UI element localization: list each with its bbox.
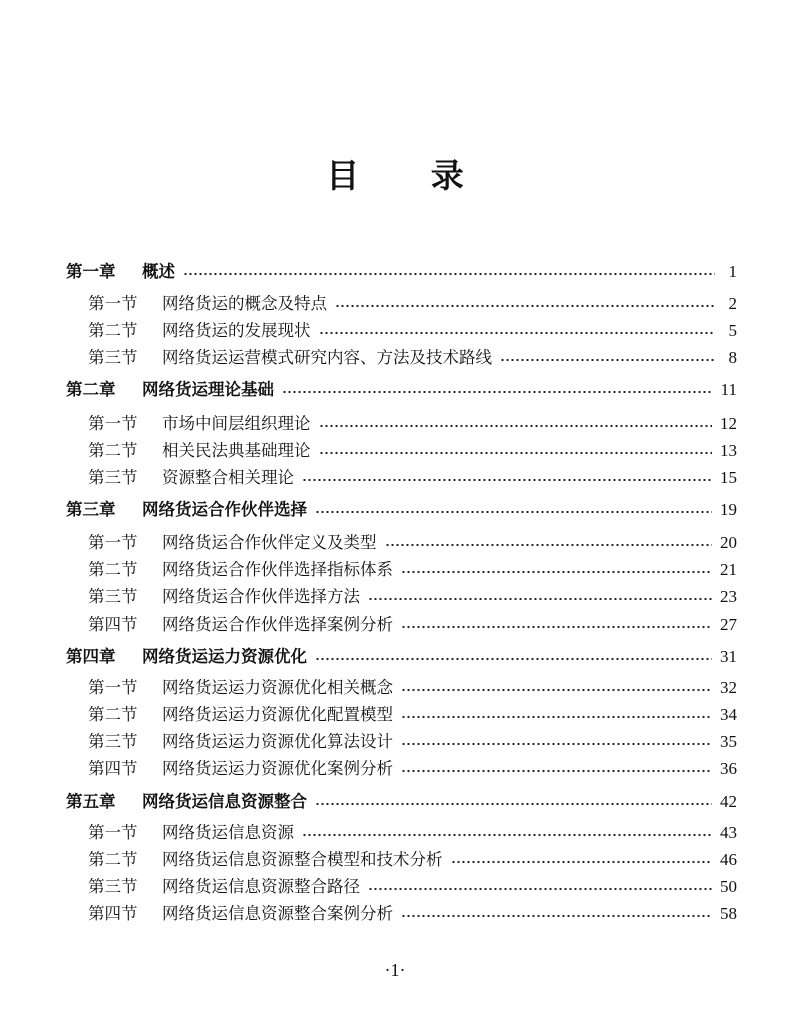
dot-leader xyxy=(302,478,712,482)
entry-number: 第四节 xyxy=(88,759,138,778)
entry-title: 网络货运运营模式研究内容、方法及技术路线 xyxy=(162,348,492,367)
entry-number: 第一章 xyxy=(66,262,116,281)
entry-number: 第三节 xyxy=(88,348,138,367)
toc-section-entry[interactable] xyxy=(88,848,737,872)
dot-leader xyxy=(183,272,715,276)
entry-number: 第一节 xyxy=(88,414,138,433)
entry-page: 2 xyxy=(728,294,737,313)
entry-number: 第三节 xyxy=(88,468,138,487)
entry-number: 第三节 xyxy=(88,587,138,606)
entry-page: 13 xyxy=(720,441,737,460)
entry-number: 第二节 xyxy=(88,560,138,579)
entry-page: 43 xyxy=(720,823,737,842)
entry-page: 27 xyxy=(720,615,737,634)
dot-leader xyxy=(319,331,716,335)
entry-title: 网络货运运力资源优化相关概念 xyxy=(162,678,393,697)
entry-number: 第二节 xyxy=(88,441,138,460)
toc-section-entry[interactable] xyxy=(88,292,737,316)
dot-leader xyxy=(401,769,712,773)
entry-title: 网络货运运力资源优化算法设计 xyxy=(162,732,393,751)
toc-section-entry[interactable] xyxy=(88,676,737,700)
entry-page: 11 xyxy=(720,380,737,399)
entry-page: 20 xyxy=(720,533,737,552)
dot-leader xyxy=(401,914,712,918)
entry-title: 网络货运合作伙伴选择案例分析 xyxy=(162,615,393,634)
toc-section-entry[interactable] xyxy=(88,412,737,436)
page-title: 目 录 xyxy=(326,156,494,195)
toc-section-entry[interactable] xyxy=(88,558,737,582)
dot-leader xyxy=(282,390,713,394)
entry-number: 第三节 xyxy=(88,732,138,751)
dot-leader xyxy=(401,688,712,692)
entry-number: 第四节 xyxy=(88,615,138,634)
entry-title: 网络货运的概念及特点 xyxy=(162,294,327,313)
entry-page: 46 xyxy=(720,850,737,869)
toc-section-entry[interactable] xyxy=(88,703,737,727)
dot-leader xyxy=(319,451,713,455)
entry-page: 23 xyxy=(720,587,737,606)
dot-leader xyxy=(385,543,713,547)
dot-leader xyxy=(319,424,713,428)
entry-title: 网络货运信息资源整合案例分析 xyxy=(162,904,393,923)
entry-title: 网络货运运力资源优化案例分析 xyxy=(162,759,393,778)
entry-page: 19 xyxy=(720,500,737,519)
dot-leader xyxy=(315,802,712,806)
entry-number: 第二节 xyxy=(88,705,138,724)
entry-number: 第二节 xyxy=(88,321,138,340)
dot-leader xyxy=(401,742,712,746)
toc-section-entry[interactable] xyxy=(88,466,737,490)
dot-leader xyxy=(451,860,713,864)
dot-leader xyxy=(401,625,712,629)
entry-page: 21 xyxy=(720,560,737,579)
entry-title: 网络货运信息资源 xyxy=(162,823,294,842)
entry-page: 31 xyxy=(720,647,737,666)
entry-page: 34 xyxy=(720,705,737,724)
toc-chapter-entry[interactable] xyxy=(66,378,737,402)
entry-number: 第五章 xyxy=(66,792,116,811)
entry-page: 1 xyxy=(728,262,737,281)
entry-number: 第一节 xyxy=(88,533,138,552)
entry-page: 58 xyxy=(720,904,737,923)
page-number: ·1· xyxy=(384,960,406,980)
entry-page: 5 xyxy=(728,321,737,340)
entry-page: 35 xyxy=(720,732,737,751)
toc-section-entry[interactable] xyxy=(88,875,737,899)
entry-title: 网络货运信息资源整合路径 xyxy=(162,877,360,896)
toc-section-entry[interactable] xyxy=(88,821,737,845)
entry-number: 第四章 xyxy=(66,647,116,666)
entry-title: 相关民法典基础理论 xyxy=(162,441,311,460)
toc-section-entry[interactable] xyxy=(88,902,737,926)
entry-page: 8 xyxy=(728,348,737,367)
toc-section-entry[interactable] xyxy=(88,346,737,370)
dot-leader xyxy=(315,657,712,661)
toc-section-entry[interactable] xyxy=(88,439,737,463)
dot-leader xyxy=(315,510,712,514)
entry-page: 50 xyxy=(720,877,737,896)
toc-section-entry[interactable] xyxy=(88,613,737,637)
dot-leader xyxy=(500,358,715,362)
entry-number: 第一节 xyxy=(88,294,138,313)
entry-page: 42 xyxy=(720,792,737,811)
entry-title: 资源整合相关理论 xyxy=(162,468,294,487)
toc-chapter-entry[interactable] xyxy=(66,260,737,284)
entry-number: 第一节 xyxy=(88,823,138,842)
dot-leader xyxy=(401,570,712,574)
entry-title: 网络货运信息资源整合 xyxy=(142,792,307,811)
entry-number: 第三章 xyxy=(66,500,116,519)
entry-title: 网络货运合作伙伴选择指标体系 xyxy=(162,560,393,579)
entry-number: 第二节 xyxy=(88,850,138,869)
entry-title: 网络货运合作伙伴定义及类型 xyxy=(162,533,377,552)
entry-number: 第三节 xyxy=(88,877,138,896)
toc-chapter-entry[interactable] xyxy=(66,645,737,669)
entry-title: 网络货运合作伙伴选择 xyxy=(142,500,307,519)
toc-section-entry[interactable] xyxy=(88,585,737,609)
entry-title: 网络货运的发展现状 xyxy=(162,321,311,340)
dot-leader xyxy=(368,887,712,891)
toc-section-entry[interactable] xyxy=(88,319,737,343)
entry-title: 网络货运信息资源整合模型和技术分析 xyxy=(162,850,443,869)
entry-title: 概述 xyxy=(142,262,175,281)
entry-title: 市场中间层组织理论 xyxy=(162,414,311,433)
entry-number: 第二章 xyxy=(66,380,116,399)
toc-section-entry[interactable] xyxy=(88,757,737,781)
toc-section-entry[interactable] xyxy=(88,531,737,555)
entry-title: 网络货运运力资源优化 xyxy=(142,647,307,666)
entry-title: 网络货运运力资源优化配置模型 xyxy=(162,705,393,724)
entry-number: 第四节 xyxy=(88,904,138,923)
dot-leader xyxy=(335,304,715,308)
entry-page: 36 xyxy=(720,759,737,778)
entry-number: 第一节 xyxy=(88,678,138,697)
toc-section-entry[interactable] xyxy=(88,730,737,754)
entry-page: 12 xyxy=(720,414,737,433)
entry-page: 15 xyxy=(720,468,737,487)
toc-chapter-entry[interactable] xyxy=(66,790,737,814)
dot-leader xyxy=(368,597,712,601)
dot-leader xyxy=(302,833,712,837)
entry-page: 32 xyxy=(720,678,737,697)
entry-title: 网络货运合作伙伴选择方法 xyxy=(162,587,360,606)
toc-chapter-entry[interactable] xyxy=(66,498,737,522)
entry-title: 网络货运理论基础 xyxy=(142,380,274,399)
dot-leader xyxy=(401,715,712,719)
